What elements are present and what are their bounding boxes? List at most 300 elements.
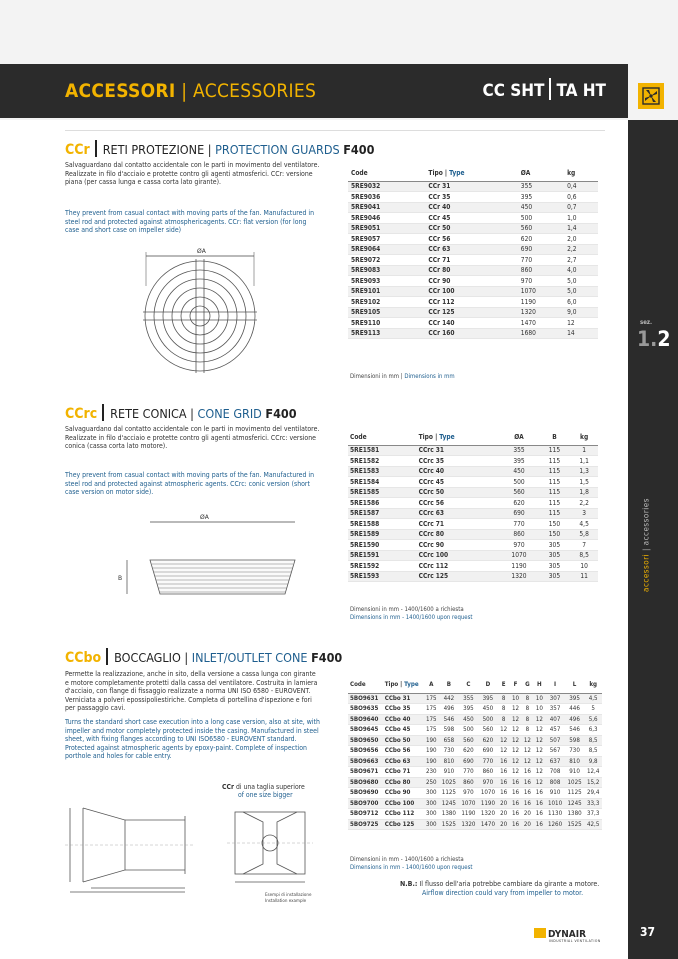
- table-cell: 5RE9093: [348, 276, 425, 287]
- section-title-ccr: CCr RETI PROTEZIONE | PROTECTION GUARDS F400: [65, 142, 375, 158]
- table-cell: 5BO9635: [348, 704, 383, 715]
- table-cell: CCrc 50: [417, 487, 500, 498]
- table-cell: 446: [565, 704, 585, 715]
- table-cell: 12: [521, 735, 533, 746]
- table-row: [348, 477, 598, 488]
- table-cell: 115: [539, 498, 571, 509]
- table-cell: 637: [545, 756, 565, 767]
- table-cell: 860: [478, 767, 498, 778]
- table-cell: 1,5: [570, 477, 598, 488]
- table-cell: 5RE1586: [348, 498, 417, 509]
- table-cell: 1125: [565, 788, 585, 799]
- table-cell: 12: [533, 777, 545, 788]
- table-cell: CCbo 40: [383, 714, 424, 725]
- table-cell: 0,6: [564, 192, 598, 203]
- table-cell: 3: [570, 508, 598, 519]
- table-cell: 5,6: [584, 714, 602, 725]
- page-title: ACCESSORI | ACCESSORIES: [65, 80, 317, 102]
- table-cell: 16: [510, 798, 522, 809]
- table-cell: CCbo 71: [383, 767, 424, 778]
- table-row: [348, 456, 598, 467]
- table-cell: 6,0: [564, 297, 598, 308]
- table-cell: 450: [518, 202, 564, 213]
- table-row: [348, 819, 602, 830]
- table-cell: CCbo 125: [383, 819, 424, 830]
- table-row: [348, 445, 598, 456]
- ccbo-description-en: Turns the standard short case execution into a long case version, also at site, with impeller and motor completely protected inside the casing. Manufactured in steel sheet, with fixing flanges according to UNI ISO6580 - EUROVENT standard. Protected against atmospheric agents by epoxy-paint. Complete of inspection porthole and holes for cable entry.: [65, 718, 320, 761]
- table-cell: 860: [499, 529, 538, 540]
- table-cell: 115: [539, 487, 571, 498]
- table-cell: 6,3: [584, 725, 602, 736]
- table-cell: 16: [533, 819, 545, 830]
- table-cell: CCbo 35: [383, 704, 424, 715]
- installation-caption: Esempi di installazione Installation example: [265, 893, 312, 904]
- table-cell: 1190: [478, 798, 498, 809]
- table-cell: 1190: [518, 297, 564, 308]
- table-cell: 708: [545, 767, 565, 778]
- table-cell: 1470: [478, 819, 498, 830]
- section-title-ccrc: CCrc RETE CONICA | CONE GRID F400: [65, 406, 297, 422]
- table-cell: 1,4: [564, 223, 598, 234]
- vertical-section-title: accessori | accessories: [641, 498, 651, 592]
- table-cell: 1010: [545, 798, 565, 809]
- table-cell: 5BO9631: [348, 693, 383, 704]
- section-number: 1.2: [637, 327, 671, 351]
- table-cell: 910: [545, 788, 565, 799]
- table-cell: CCrc 80: [417, 529, 500, 540]
- table-row: [348, 788, 602, 799]
- table-cell: CCrc 40: [417, 466, 500, 477]
- table-cell: 1070: [518, 286, 564, 297]
- table-cell: 10: [510, 693, 522, 704]
- table-cell: 730: [439, 746, 459, 757]
- table-cell: 230: [423, 767, 439, 778]
- table-cell: 5BO9656: [348, 746, 383, 757]
- table-cell: 450: [478, 704, 498, 715]
- table-cell: 970: [459, 788, 479, 799]
- table-cell: 12: [521, 756, 533, 767]
- table-cell: CCr 160: [425, 328, 517, 339]
- table-cell: 1380: [565, 809, 585, 820]
- table-cell: 29,4: [584, 788, 602, 799]
- table-cell: 305: [539, 561, 571, 572]
- table-cell: 5BO9700: [348, 798, 383, 809]
- table-cell: 2,2: [564, 244, 598, 255]
- table-cell: 5,0: [564, 276, 598, 287]
- table-cell: CCrc 35: [417, 456, 500, 467]
- table-row: [348, 519, 598, 530]
- table-cell: 37,3: [584, 809, 602, 820]
- table-cell: 1070: [459, 798, 479, 809]
- table-cell: 190: [423, 756, 439, 767]
- table-cell: 307: [545, 693, 565, 704]
- table-cell: 12: [533, 746, 545, 757]
- table-cell: 5,0: [564, 286, 598, 297]
- table-cell: 395: [518, 192, 564, 203]
- table-cell: 12: [510, 725, 522, 736]
- table-cell: 12: [533, 767, 545, 778]
- table-row: [348, 328, 598, 339]
- table-cell: 12: [521, 746, 533, 757]
- table-cell: 42,5: [584, 819, 602, 830]
- table-cell: 496: [439, 704, 459, 715]
- table-cell: 115: [539, 445, 571, 456]
- table-row: [348, 767, 602, 778]
- table-cell: 9,8: [584, 756, 602, 767]
- table-cell: CCrc 31: [417, 445, 500, 456]
- table-cell: 10: [533, 704, 545, 715]
- table-cell: 5RE1593: [348, 571, 417, 582]
- table-cell: 1190: [459, 809, 479, 820]
- table-cell: 1525: [565, 819, 585, 830]
- table-cell: 115: [539, 477, 571, 488]
- table-cell: 507: [545, 735, 565, 746]
- table-row: [348, 276, 598, 287]
- table-cell: 8,5: [584, 735, 602, 746]
- table-row: [348, 777, 602, 788]
- table-cell: 1: [570, 445, 598, 456]
- table-cell: 12: [510, 756, 522, 767]
- table-cell: 1320: [518, 307, 564, 318]
- table-cell: 12: [564, 318, 598, 329]
- table-cell: 1320: [478, 809, 498, 820]
- table-cell: CCbo 63: [383, 756, 424, 767]
- table-cell: 5RE1585: [348, 487, 417, 498]
- table-cell: 5: [584, 704, 602, 715]
- table-cell: 1130: [545, 809, 565, 820]
- table-row: [348, 192, 598, 203]
- table-row: [348, 202, 598, 213]
- table-cell: 1260: [545, 819, 565, 830]
- table-cell: CCbo 31: [383, 693, 424, 704]
- table-cell: 5RE1588: [348, 519, 417, 530]
- table-cell: 5RE9032: [348, 181, 425, 192]
- table-row: [348, 286, 598, 297]
- table-cell: 175: [423, 704, 439, 715]
- table-cell: 860: [518, 265, 564, 276]
- table-row: [348, 234, 598, 245]
- svg-text:B: B: [118, 575, 123, 582]
- table-cell: 5RE1582: [348, 456, 417, 467]
- table-row: [348, 508, 598, 519]
- table-cell: CCrc 112: [417, 561, 500, 572]
- table-cell: CCr 63: [425, 244, 517, 255]
- table-cell: CCr 125: [425, 307, 517, 318]
- table-cell: 395: [459, 704, 479, 715]
- table-cell: 5RE9046: [348, 213, 425, 224]
- table-cell: 658: [439, 735, 459, 746]
- table-cell: 20: [498, 809, 510, 820]
- table-row: [348, 265, 598, 276]
- cone-grid-drawing: [115, 512, 315, 602]
- table-row: [348, 756, 602, 767]
- table-cell: 1470: [518, 318, 564, 329]
- table-cell: 598: [565, 735, 585, 746]
- table-cell: 1,8: [570, 487, 598, 498]
- table-cell: 5BO9640: [348, 714, 383, 725]
- table-cell: 1025: [565, 777, 585, 788]
- table-row: [348, 571, 598, 582]
- table-cell: CCbo 80: [383, 777, 424, 788]
- table-cell: 810: [439, 756, 459, 767]
- table-row: [348, 181, 598, 192]
- table-cell: 395: [565, 693, 585, 704]
- table-cell: CCrc 71: [417, 519, 500, 530]
- table-row: [348, 704, 602, 715]
- table-cell: 20: [498, 819, 510, 830]
- table-cell: 175: [423, 693, 439, 704]
- table-cell: 16: [510, 788, 522, 799]
- table-cell: CCr 50: [425, 223, 517, 234]
- table-cell: 16: [498, 788, 510, 799]
- header-divider: [65, 130, 605, 131]
- table-cell: 5RE9051: [348, 223, 425, 234]
- cone-section-drawing: [65, 800, 195, 895]
- table-cell: 8,5: [570, 550, 598, 561]
- table-cell: 5RE9102: [348, 297, 425, 308]
- table-cell: 0,4: [564, 181, 598, 192]
- table-cell: 500: [518, 213, 564, 224]
- table-cell: 910: [439, 767, 459, 778]
- table-row: [348, 498, 598, 509]
- table-cell: 1125: [439, 788, 459, 799]
- guard-dim-label: ØA: [197, 248, 206, 255]
- table-row: [348, 255, 598, 266]
- table-cell: 546: [565, 725, 585, 736]
- table-cell: CCrc 100: [417, 550, 500, 561]
- table-cell: 1245: [565, 798, 585, 809]
- page-header: [0, 64, 628, 118]
- table-cell: 500: [499, 477, 538, 488]
- table-row: [348, 693, 602, 704]
- table-cell: 20: [521, 809, 533, 820]
- table-cell: 1070: [478, 788, 498, 799]
- table-cell: 2,7: [564, 255, 598, 266]
- table-cell: 8: [521, 725, 533, 736]
- table-cell: 5RE1584: [348, 477, 417, 488]
- ccbo-table: Code Tipo | Type A B C D E F G H I L kg 5BO9631 CCbo 31 175 442 355 395 8 10 8 10 307 395 4,5 5BO9635 CCbo 35 175 496 395 450 8 12 8 10 357 446 5 5BO9640 CCbo 40 175 546 450 500 8 12 8 12 407 496 5,6 5BO9645 CCbo 45 175 598 500 560 12 12 8 12 457 546 6,3 5BO9650 CCbo 50 190 658 560 620 12 12 12 12 507 598 8,5 5BO9656 CCbo 56 190 730 620 690 12 12 12 12 567 730 8,5 5BO9663 CCbo 63 190 810 690 770 16 12 12 12 637 810 9,8 5BO9671 CCbo 71 230 910 770 860 16 12 16 12 708 910 12,4 5BO9680 CCbo 80 250 1025 860 970 16 16 16 12 808 1025 15,2 5BO9690 CCbo 90 300 1125 970 1070 16 16 16 16 910 1125 29,4 5BO9700 CCbo 100 300 1245 1070 1190 20 16 16 16 1010 1245 33,3 5BO9712 CCbo 112 300 1380 1190 1320 20 16 20 16 1130 1380 37,3 5BO9725 CCbo 125 300 1525 1320 1470 20 16 20 16 1260 1525 42,5: [348, 677, 602, 830]
- table-cell: 5BO9645: [348, 725, 383, 736]
- ccr-size-note: CCr di una taglia superiore of one size bigger: [222, 783, 305, 799]
- table-cell: 5RE9041: [348, 202, 425, 213]
- table-cell: 8: [521, 693, 533, 704]
- table-cell: 546: [439, 714, 459, 725]
- table-cell: 442: [439, 693, 459, 704]
- table-cell: 5RE9057: [348, 234, 425, 245]
- table-cell: 500: [478, 714, 498, 725]
- table-cell: 150: [539, 529, 571, 540]
- table-row: [348, 297, 598, 308]
- table-cell: 355: [518, 181, 564, 192]
- table-cell: 150: [539, 519, 571, 530]
- table-cell: 16: [510, 777, 522, 788]
- table-row: [348, 540, 598, 551]
- table-row: [348, 561, 598, 572]
- table-cell: 5RE1591: [348, 550, 417, 561]
- table-cell: 115: [539, 466, 571, 477]
- table-cell: 620: [499, 498, 538, 509]
- table-cell: 8,5: [584, 746, 602, 757]
- table-cell: 5,8: [570, 529, 598, 540]
- table-cell: CCr 80: [425, 265, 517, 276]
- table-cell: CCr 45: [425, 213, 517, 224]
- table-cell: 560: [499, 487, 538, 498]
- table-cell: CCbo 45: [383, 725, 424, 736]
- table-cell: 808: [545, 777, 565, 788]
- dynair-logo: DYNAIR INDUSTRIAL VENTILATION: [534, 928, 586, 940]
- table-cell: CCbo 90: [383, 788, 424, 799]
- table-cell: CCrc 56: [417, 498, 500, 509]
- table-cell: 9,0: [564, 307, 598, 318]
- table-cell: 305: [539, 571, 571, 582]
- table-cell: 12: [498, 735, 510, 746]
- table-cell: 20: [521, 819, 533, 830]
- table-cell: 4,0: [564, 265, 598, 276]
- table-row: [348, 318, 598, 329]
- table-cell: 395: [499, 456, 538, 467]
- table-cell: 12: [510, 746, 522, 757]
- sidebar: [628, 120, 678, 959]
- table-cell: 5RE1587: [348, 508, 417, 519]
- ccr-description-it: Salvaguardano dal contatto accidentale con le parti in movimento del ventilatore. Realizzate in filo d'acciaio e protette contro gli agenti atmosferici. CCr: versione piana (per cassa lunga e cassa corta lato girante).: [65, 161, 320, 187]
- table-row: [348, 725, 602, 736]
- table-cell: 5RE1583: [348, 466, 417, 477]
- table-cell: CCr 56: [425, 234, 517, 245]
- ccrc-description-en: They prevent from casual contact with moving parts of the fan. Manufactured in steel rod and protected against atmospheric agents. CCrc: conic version (short case version on motor side).: [65, 471, 315, 497]
- table-cell: CCr 40: [425, 202, 517, 213]
- protection-guard-drawing: [140, 246, 265, 371]
- table-cell: 12: [510, 714, 522, 725]
- table-cell: 5RE9105: [348, 307, 425, 318]
- table-cell: 500: [459, 725, 479, 736]
- table-cell: 690: [518, 244, 564, 255]
- table-cell: 8: [498, 693, 510, 704]
- table-cell: 16: [498, 777, 510, 788]
- table-cell: 20: [498, 798, 510, 809]
- table-cell: CCr 31: [425, 181, 517, 192]
- table-cell: 8: [521, 714, 533, 725]
- table-cell: 567: [545, 746, 565, 757]
- table-cell: 1320: [499, 571, 538, 582]
- table-cell: CCr 100: [425, 286, 517, 297]
- ccrc-table: Code Tipo | Type ØA B kg 5RE1581 CCrc 31 355 115 1 5RE1582 CCrc 35 395 115 1,1 5RE1583 CCrc 40 450 115 1,3 5RE1584 CCrc 45 500 115 1,5 5RE1585 CCrc 50 560 115 1,8 5RE1586 CCrc 56 620 115 2,2 5RE1587 CCrc 63 690 115 3 5RE1588 CCrc 71 770 150 4,5 5RE1589 CCrc 80 860 150 5,8 5RE1590 CCrc 90 970 305 7 5RE1591 CCrc 100 1070 305 8,5 5RE1592 CCrc 112 1190 305 10 5RE1593 CCrc 125 1320 305 11: [348, 429, 598, 582]
- table-cell: 10: [570, 561, 598, 572]
- table-cell: 300: [423, 819, 439, 830]
- table-cell: 305: [539, 540, 571, 551]
- table-cell: 5RE9101: [348, 286, 425, 297]
- table-cell: 2,2: [570, 498, 598, 509]
- table-cell: 1380: [439, 809, 459, 820]
- table-cell: 560: [478, 725, 498, 736]
- table-cell: 300: [423, 809, 439, 820]
- table-cell: 12,4: [584, 767, 602, 778]
- table-cell: 16: [510, 809, 522, 820]
- table-cell: 16: [510, 819, 522, 830]
- table-cell: 560: [459, 735, 479, 746]
- table-cell: 4,5: [570, 519, 598, 530]
- table-cell: 910: [565, 767, 585, 778]
- table-row: [348, 809, 602, 820]
- table-cell: 115: [539, 508, 571, 519]
- table-cell: 860: [459, 777, 479, 788]
- table-cell: 620: [518, 234, 564, 245]
- table-cell: 810: [565, 756, 585, 767]
- table-cell: 690: [459, 756, 479, 767]
- table-cell: 5RE1581: [348, 445, 417, 456]
- table-cell: 1525: [439, 819, 459, 830]
- table-cell: 305: [539, 550, 571, 561]
- table-cell: 16: [533, 809, 545, 820]
- table-cell: 5RE9110: [348, 318, 425, 329]
- table-cell: 730: [565, 746, 585, 757]
- table-cell: CCr 71: [425, 255, 517, 266]
- table-row: [348, 213, 598, 224]
- table-cell: 1070: [499, 550, 538, 561]
- table-cell: 770: [459, 767, 479, 778]
- table-cell: CCbo 100: [383, 798, 424, 809]
- table-cell: 598: [439, 725, 459, 736]
- table-cell: 7: [570, 540, 598, 551]
- table-cell: 10: [533, 693, 545, 704]
- table-cell: 355: [499, 445, 538, 456]
- section-title-ccbo: CCbo BOCCAGLIO | INLET/OUTLET CONE F400: [65, 650, 343, 666]
- table-cell: 970: [499, 540, 538, 551]
- table-row: [348, 529, 598, 540]
- table-cell: 5RE1589: [348, 529, 417, 540]
- table-cell: 357: [545, 704, 565, 715]
- table-cell: 12: [533, 714, 545, 725]
- table-row: [348, 244, 598, 255]
- table-cell: CCbo 112: [383, 809, 424, 820]
- table-cell: 970: [478, 777, 498, 788]
- table-cell: 1,3: [570, 466, 598, 477]
- table-cell: 5RE9113: [348, 328, 425, 339]
- table-cell: 620: [478, 735, 498, 746]
- section-label: sez.: [640, 319, 653, 326]
- table-cell: CCr 140: [425, 318, 517, 329]
- table-cell: 970: [518, 276, 564, 287]
- svg-text:ØA: ØA: [200, 514, 209, 521]
- table-cell: 450: [459, 714, 479, 725]
- table-cell: 5BO9712: [348, 809, 383, 820]
- table-cell: 16: [521, 788, 533, 799]
- airflow-note: N.B.: Il flusso dell'aria potrebbe cambiare da girante a motore. Airflow direction could vary from impeller to motor.: [400, 880, 600, 897]
- table-cell: 5BO9725: [348, 819, 383, 830]
- table-cell: 770: [499, 519, 538, 530]
- page-number: 37: [640, 925, 656, 939]
- table-cell: 1245: [439, 798, 459, 809]
- table-row: [348, 746, 602, 757]
- table-cell: 1,0: [564, 213, 598, 224]
- table-cell: 14: [564, 328, 598, 339]
- table-cell: 355: [459, 693, 479, 704]
- table-cell: 5RE9072: [348, 255, 425, 266]
- table-cell: 496: [565, 714, 585, 725]
- table-row: [348, 223, 598, 234]
- table-cell: 450: [499, 466, 538, 477]
- ccrc-note: Dimensioni in mm - 1400/1600 a richiesta Dimensions in mm - 1400/1600 upon request: [350, 606, 473, 621]
- ccr-description-en: They prevent from casual contact with moving parts of the fan. Manufactured in steel rod and protected against atmosphericagents. CCr: flat version (for long case and short case on impeller side): [65, 209, 315, 235]
- table-cell: 16: [533, 788, 545, 799]
- table-cell: 8: [521, 704, 533, 715]
- table-cell: 190: [423, 746, 439, 757]
- table-cell: CCr 35: [425, 192, 517, 203]
- table-cell: CCr 90: [425, 276, 517, 287]
- table-cell: 1680: [518, 328, 564, 339]
- table-cell: 4,5: [584, 693, 602, 704]
- table-cell: 620: [459, 746, 479, 757]
- table-cell: 8: [498, 704, 510, 715]
